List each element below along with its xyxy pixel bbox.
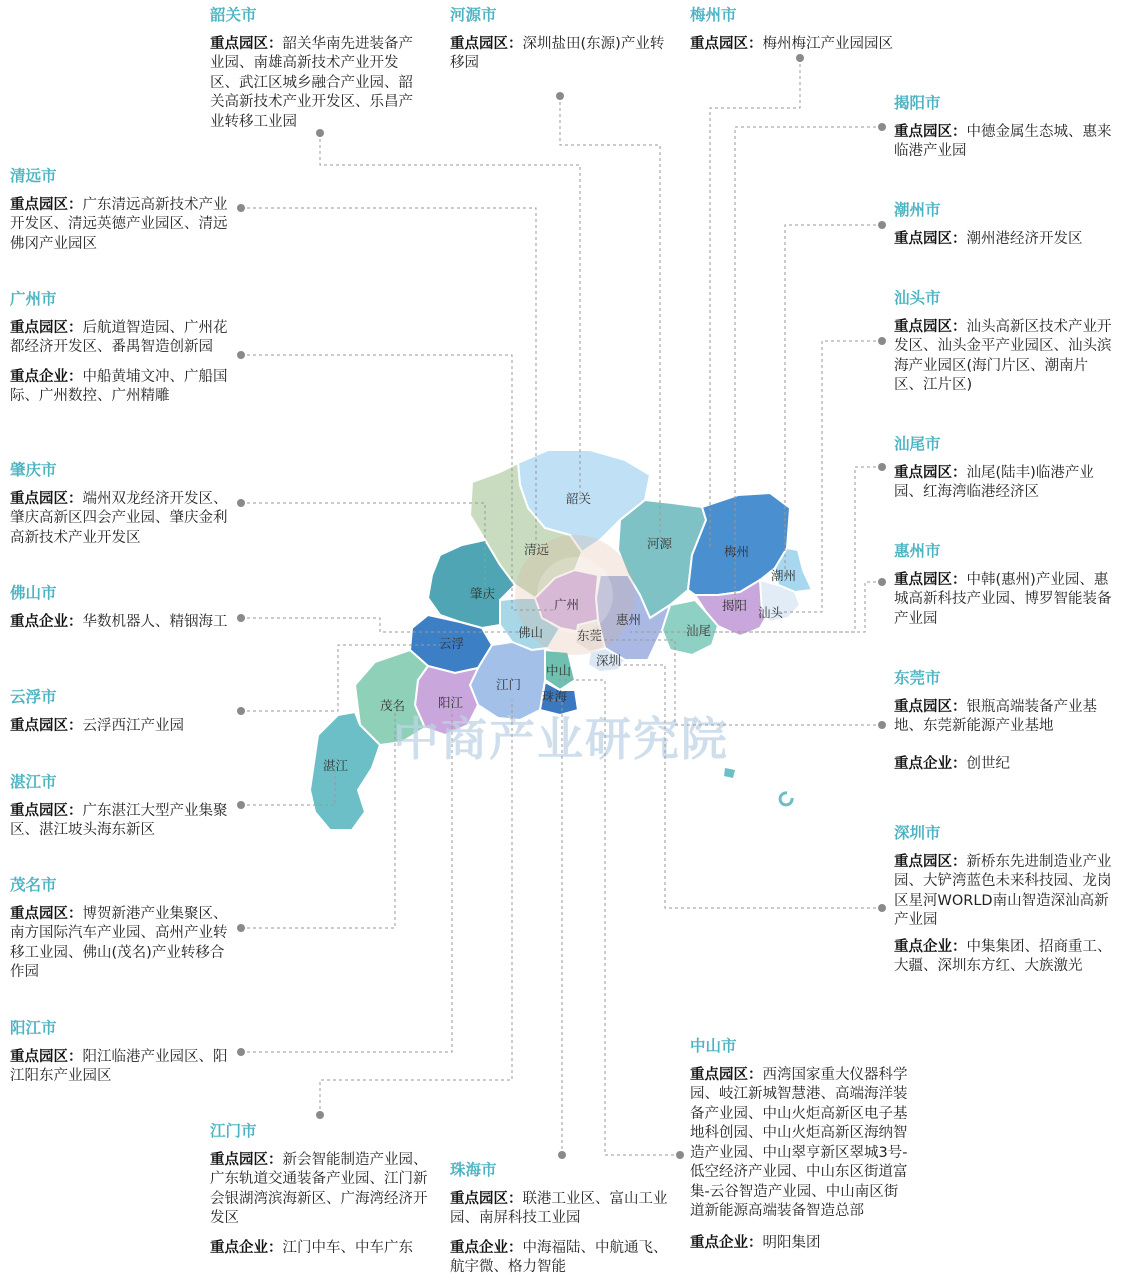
city-name-jiangmen: 江门市 [210,1122,257,1140]
city-name-huizhou: 惠州市 [894,542,941,560]
city-block-shantou [894,289,1116,403]
parks-maoming: 博贺新港产业集聚区、南方国际汽车产业园、高州产业转移工业园、佛山(茂名)产业转移合作园 [10,905,228,980]
city-block-zhongshan [690,1037,908,1260]
map-label-maoming: 茂名 [380,698,406,713]
dot-qingyuan [237,204,245,212]
park-label: 重点园区： [894,571,967,588]
dot-shenzhen [878,904,886,912]
city-name-zhongshan: 中山市 [690,1037,737,1055]
dot-heyuan [556,92,564,100]
enterprises-guangzhou: 中船黄埔文冲、广船国际、广州数控、广州精雕 [10,368,228,404]
dot-zhanjiang [237,801,245,809]
map-label-foshan: 佛山 [518,625,544,640]
city-block-maoming [10,876,236,990]
lead-chaozhou [785,225,882,575]
enterprises-dongguan: 创世纪 [966,755,1010,772]
city-block-zhanjiang [10,773,236,848]
map-label-qingyuan: 清远 [524,542,550,557]
city-name-shaoguan: 韶关市 [210,6,257,24]
city-name-zhuhai: 珠海市 [450,1161,497,1179]
parks-huizhou: 中韩(惠州)产业园、惠城高新科技产业园、博罗智能装备产业园 [894,571,1112,627]
park-label: 重点园区： [894,123,967,140]
dot-shantou [878,337,886,345]
dot-jiangmen [316,1111,324,1119]
city-name-shantou: 汕头市 [894,289,941,307]
city-name-guangzhou: 广州市 [10,290,57,308]
park-label: 重点园区： [10,490,83,507]
city-block-foshan [10,584,236,639]
city-name-yangjiang: 阳江市 [10,1019,57,1037]
map-label-huizhou: 惠州 [616,612,642,627]
park-label: 重点园区： [210,35,283,52]
city-name-zhaoqing: 肇庆市 [10,461,57,479]
map-label-zhanjiang: 湛江 [323,758,349,773]
parks-dongguan: 银瓶高端装备产业基地、东莞新能源产业基地 [894,698,1097,734]
map-label-heyuan: 河源 [647,536,673,551]
park-label: 重点园区： [690,1066,763,1083]
city-block-zhuhai [450,1161,668,1285]
parks-shaoguan: 韶关华南先进装备产业园、南雄高新技术产业开发区、武江区城乡融合产业园、韶关高新技术产业开发区、乐昌产业转移工业园 [210,35,413,130]
city-name-chaozhou: 潮州市 [894,201,941,219]
islet-ring [780,793,792,805]
parks-zhongshan: 西湾国家重大仪器科学园、岐江新城智慧港、高端海洋装备产业园、中山火炬高新区电子基地科创园、中山火炬高新区海纳智造产业园、中山翠亨新区翠城3号-低空经济产业园、中山东区街道富集-云谷智造产业园、中山南区街道新能源高端装备智造总部 [690,1066,908,1219]
city-name-jieyang: 揭阳市 [894,94,941,112]
dot-chaozhou [878,221,886,229]
city-name-dongguan: 东莞市 [894,669,941,687]
park-label: 重点园区： [210,1151,283,1168]
park-label: 重点园区： [690,35,763,52]
city-name-zhanjiang: 湛江市 [10,773,57,791]
park-label: 重点园区： [10,1048,83,1065]
dot-zhaoqing [237,499,245,507]
parks-zhaoqing: 端州双龙经济开发区、肇庆高新区四会产业园、肇庆金利高新技术产业开发区 [10,490,228,546]
city-block-huizhou [894,542,1116,636]
map-label-yangjiang: 阳江 [438,695,464,710]
city-block-heyuan [450,6,672,81]
enterprise-label: 重点企业： [894,938,967,955]
map-label-shaoguan: 韶关 [566,491,592,506]
map-label-shanwei: 汕尾 [686,623,712,638]
dot-zhongshan [676,1151,684,1159]
enterprises-jiangmen: 江门中车、中车广东 [282,1239,413,1256]
park-label: 重点园区： [10,717,83,734]
map-label-zhongshan: 中山 [546,663,572,678]
enterprises-shenzhen: 中集集团、招商重工、大疆、深圳东方红、大族激光 [894,938,1112,974]
lead-zhuhai [550,700,562,1155]
parks-shantou: 汕头高新区技术产业开发区、汕头金平产业园区、汕头滨海产业园区(海门片区、潮南片区、江片区) [894,318,1112,393]
lead-meizhou [710,58,800,548]
map-label-jieyang: 揭阳 [722,598,748,613]
dot-dongguan [878,721,886,729]
map-label-shantou: 汕头 [758,605,784,620]
park-label: 重点园区： [894,230,967,247]
parks-guangzhou: 后航道智造园、广州花都经济开发区、番禺智造创新园 [10,319,228,355]
dot-maoming [237,924,245,932]
city-block-shanwei [894,435,1116,510]
city-block-guangzhou [10,290,236,414]
city-name-meizhou: 梅州市 [690,6,737,24]
map-label-meizhou: 梅州 [724,544,750,559]
enterprise-label: 重点企业： [210,1239,283,1256]
map-label-jiangmen: 江门 [496,677,522,692]
map-label-zhaoqing: 肇庆 [470,586,496,601]
enterprise-label: 重点企业： [10,368,83,385]
city-block-qingyuan [10,167,236,261]
parks-shanwei: 汕尾(陆丰)临港产业园、红海湾临港经济区 [894,464,1094,500]
enterprise-label: 重点企业： [450,1239,523,1256]
city-name-foshan: 佛山市 [10,584,57,602]
parks-zhanjiang: 广东湛江大型产业集聚区、湛江坡头海东新区 [10,802,228,838]
center-emblem-inner [537,557,613,633]
parks-yunfu: 云浮西江产业园 [82,717,184,734]
city-block-dongguan [894,669,1116,781]
city-name-heyuan: 河源市 [450,6,497,24]
city-block-yunfu [10,688,236,743]
park-label: 重点园区： [10,905,83,922]
dot-foshan [237,614,245,622]
map-label-yunfu: 云浮 [439,636,465,651]
dot-jieyang [878,123,886,131]
dot-zhuhai [558,1151,566,1159]
park-label: 重点园区： [10,802,83,819]
city-block-shaoguan [210,6,425,139]
enterprises-foshan: 华数机器人、精铟海工 [82,613,228,630]
parks-heyuan: 深圳盐田(东源)产业转移园 [450,35,665,71]
park-label: 重点园区： [894,853,967,870]
dot-yangjiang [237,1048,245,1056]
enterprise-label: 重点企业： [690,1234,763,1251]
city-block-zhaoqing [10,461,236,555]
dot-shanwei [878,463,886,471]
park-label: 重点园区： [894,464,967,481]
parks-jiangmen: 新会智能制造产业园、广东轨道交通装备产业园、江门新会银湖湾滨海新区、广海湾经济开发区 [210,1151,428,1226]
enterprise-label: 重点企业： [894,755,967,772]
enterprises-zhongshan: 明阳集团 [762,1234,821,1251]
city-block-yangjiang [10,1019,236,1094]
city-name-qingyuan: 清远市 [10,167,57,185]
city-block-jiangmen [210,1122,432,1265]
dot-huizhou [878,578,886,586]
map-label-shenzhen: 深圳 [596,653,622,668]
parks-shenzhen: 新桥东先进制造业产业园、大铲湾蓝色未来科技园、龙岗区星河WORLD南山智造深汕高新产业园 [894,853,1112,928]
parks-meizhou: 梅州梅江产业园园区 [762,35,893,52]
watermark-text: 中商产业研究院 [393,712,729,766]
dot-yunfu [237,707,245,715]
map-label-zhuhai: 珠海 [542,689,568,704]
parks-zhuhai: 联港工业区、富山工业园、南屏科技工业园 [450,1190,668,1226]
city-name-shanwei: 汕尾市 [894,435,941,453]
city-name-maoming: 茂名市 [10,876,57,894]
islet [724,768,735,778]
enterprise-label: 重点企业： [10,613,83,630]
park-label: 重点园区： [10,196,83,213]
parks-yangjiang: 阳江临港产业园区、阳江阳东产业园区 [10,1048,228,1084]
city-block-jieyang [894,94,1116,169]
parks-qingyuan: 广东清远高新技术产业开发区、清远英德产业园区、清远佛冈产业园区 [10,196,228,252]
city-name-yunfu: 云浮市 [10,688,57,706]
park-label: 重点园区： [894,318,967,335]
park-label: 重点园区： [450,35,523,52]
park-label: 重点园区： [10,319,83,336]
city-block-chaozhou [894,201,1116,256]
parks-jieyang: 中德金属生态城、惠来临港产业园 [894,123,1112,159]
dot-guangzhou [237,351,245,359]
park-label: 重点园区： [450,1190,523,1207]
city-block-shenzhen [894,824,1116,984]
map-label-chaozhou: 潮州 [771,568,797,583]
parks-chaozhou: 潮州港经济开发区 [966,230,1083,247]
city-name-shenzhen: 深圳市 [894,824,941,842]
lead-shenzhen [605,665,882,908]
city-block-meizhou [690,6,920,61]
park-label: 重点园区： [894,698,967,715]
lead-shaoguan [320,133,580,500]
map-label-guangzhou: 广州 [554,597,580,612]
map-label-dongguan: 东莞 [577,628,603,643]
enterprises-zhuhai: 中海福陆、中航通飞、航宇微、格力智能 [450,1239,668,1275]
